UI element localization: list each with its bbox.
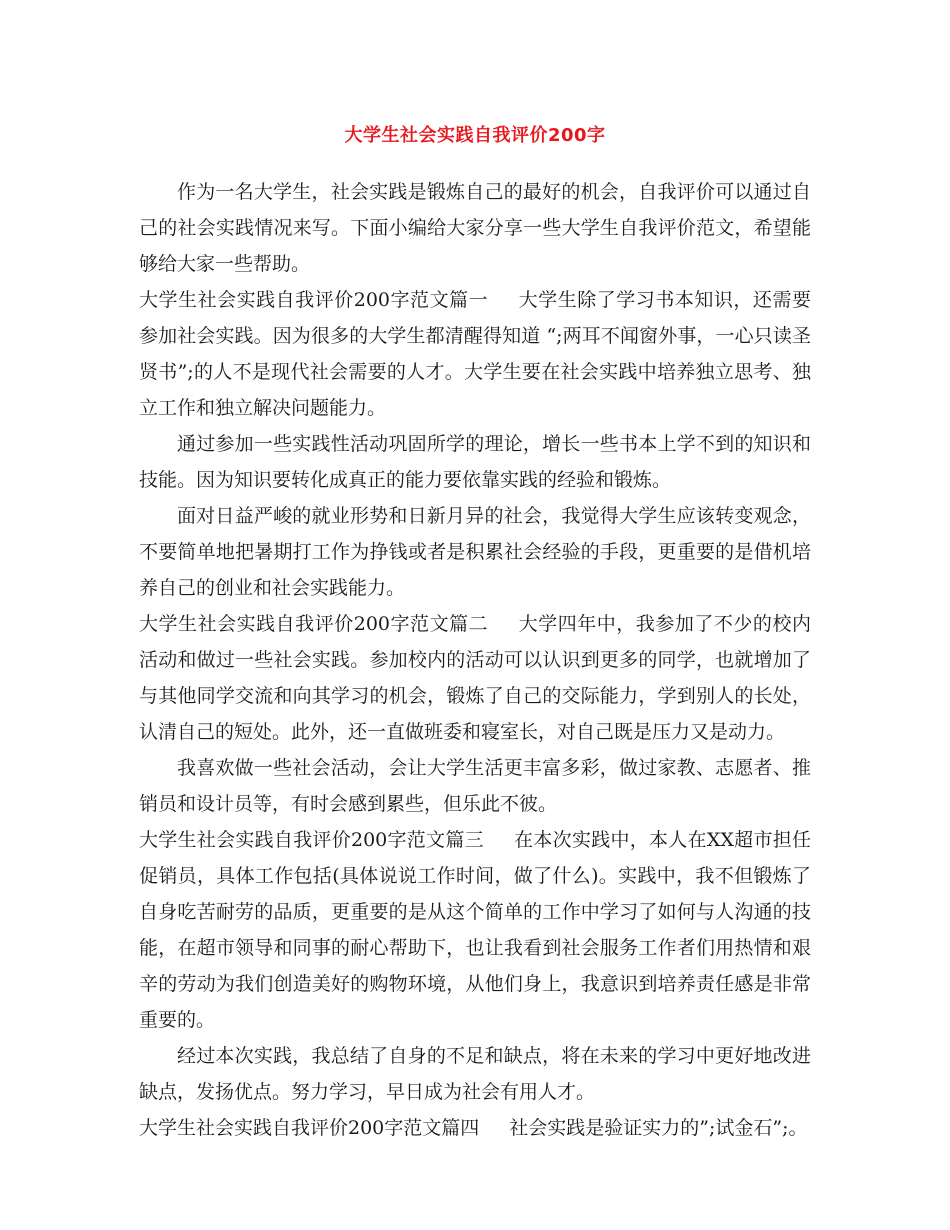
section-3-heading: 大学生社会实践自我评价200字范文篇三 <box>139 829 484 851</box>
section-4-heading: 大学生社会实践自我评价200字范文篇四 <box>139 1117 480 1139</box>
section-2-paragraph <box>139 606 811 750</box>
intro-paragraph: 作为一名大学生，社会实践是锻炼自己的最好的机会，自我评价可以通过自己的社会实践情况来写。下面小编给大家分享一些大学生自我评价范文，希望能够给大家一些帮助。 <box>139 181 811 275</box>
section-1-text: 大学生除了学习书本知识，还需要参加社会实践。因为很多的大学生都清醒得知道 “;两耳不闻窗外事，一心只读圣贤书”;的人不是现代社会需要的人才。大学生要在社会实践中培养独立思考、独立工作和独立解决问题能力。 <box>139 289 811 419</box>
section-4-text: 社会实践是验证实力的”;试金石”;。 <box>509 1117 808 1139</box>
section-2-text: 大学四年中，我参加了不少的校内活动和做过一些社会实践。参加校内的活动可以认识到更多的同学，也就增加了与其他同学交流和向其学习的机会，锻炼了自己的交际能力，学到别人的长处，认清自己的短处。此外，还一直做班委和寝室长，对自己既是压力又是动力。 <box>139 613 811 743</box>
section-1-paragraph-2: 通过参加一些实践性活动巩固所学的理论，增长一些书本上学不到的知识和技能。因为知识要转化成真正的能力要依靠实践的经验和锻炼。 <box>139 433 811 491</box>
document-body <box>139 174 811 1146</box>
section-3-text: 在本次实践中，本人在XX超市担任促销员，具体工作包括(具体说说工作时间，做了什么)。实践中，我不但锻炼了自身吃苦耐劳的品质，更重要的是从这个简单的工作中学习了如何与人沟通的技能，在超市领导和同事的耐心帮助下，也让我看到社会服务工作者们用热情和艰辛的劳动为我们创造美好的购物环境，从他们身上，我意识到培养责任感是非常重要的。 <box>139 829 811 1031</box>
section-1-heading: 大学生社会实践自我评价200字范文篇一 <box>139 289 489 311</box>
section-4-paragraph <box>139 1110 811 1146</box>
section-1-paragraph <box>139 282 811 426</box>
document-title: 大学生社会实践自我评价200字 <box>344 125 606 146</box>
section-3-paragraph-2: 经过本次实践，我总结了自身的不足和缺点，将在未来的学习中更好地改进缺点，发扬优点。努力学习，早日成为社会有用人才。 <box>139 1045 811 1103</box>
section-2-heading: 大学生社会实践自我评价200字范文篇二 <box>139 613 489 635</box>
section-3-paragraph <box>139 822 811 1038</box>
section-1-paragraph-3: 面对日益严峻的就业形势和日新月异的社会，我觉得大学生应该转变观念，不要简单地把暑期打工作为挣钱或者是积累社会经验的手段，更重要的是借机培养自己的创业和社会实践能力。 <box>139 505 811 599</box>
section-2-paragraph-2: 我喜欢做一些社会活动，会让大学生活更丰富多彩，做过家教、志愿者、推销员和设计员等，有时会感到累些，但乐此不彼。 <box>139 757 811 815</box>
